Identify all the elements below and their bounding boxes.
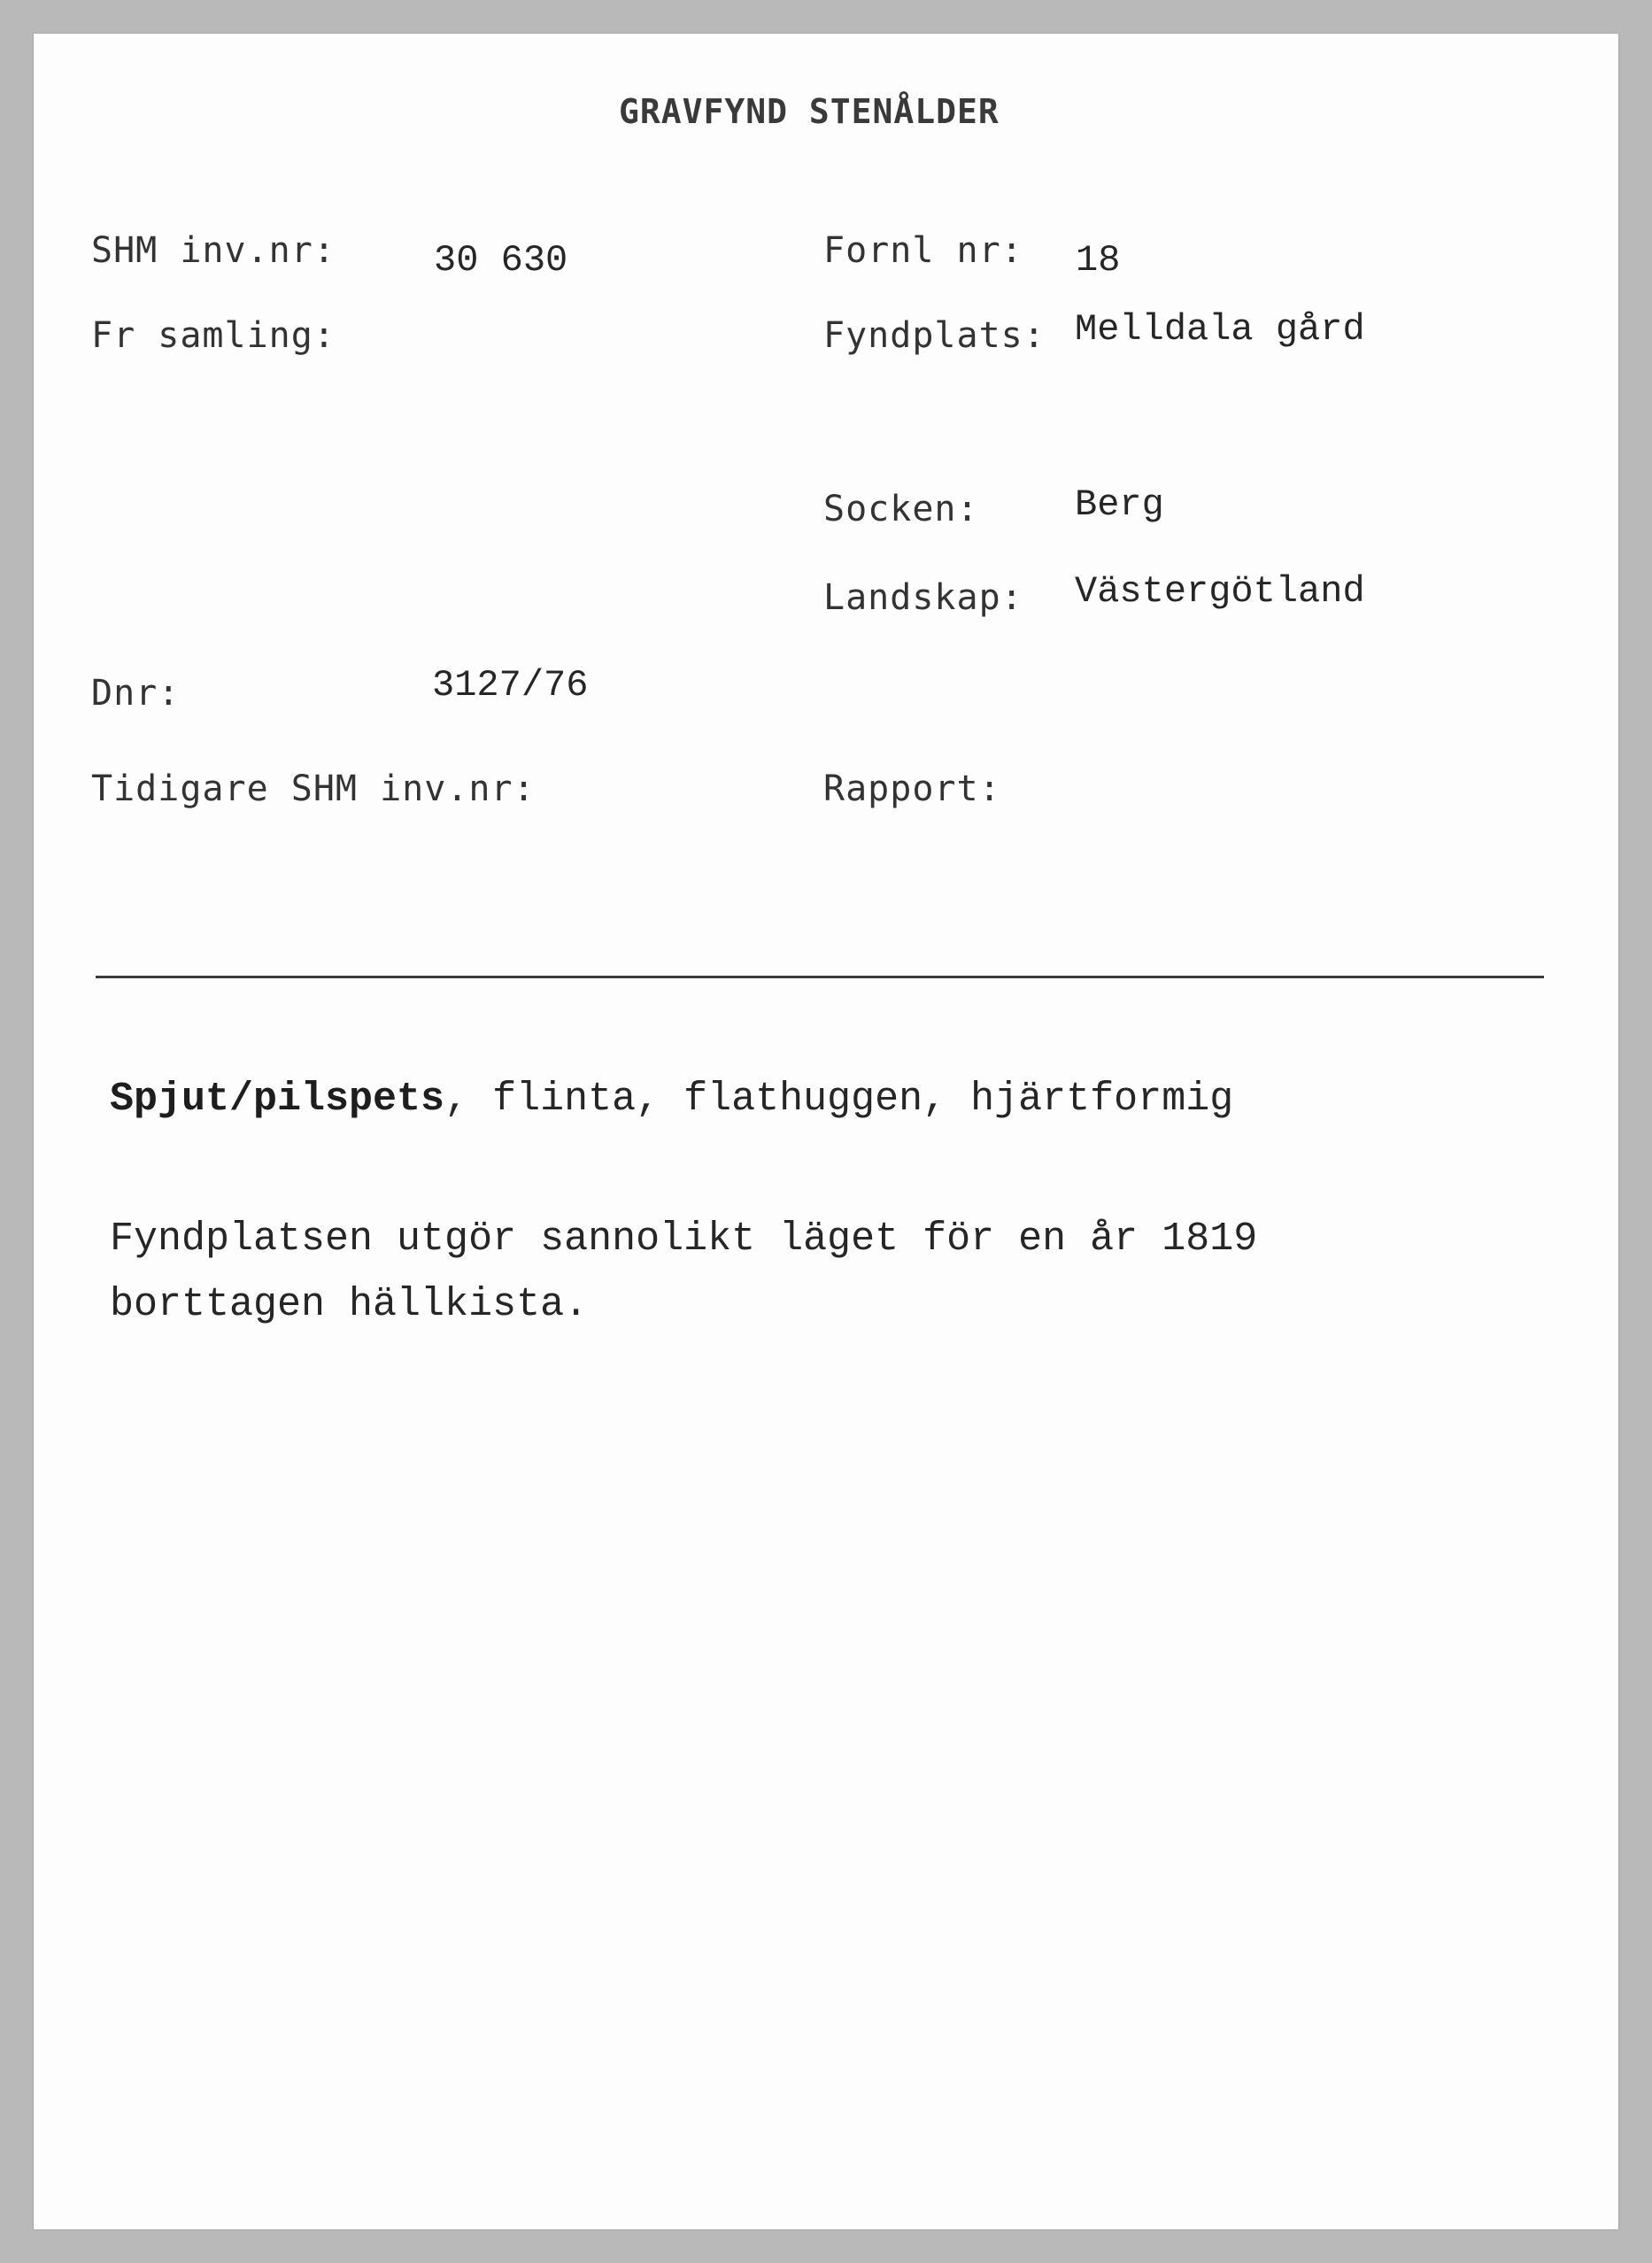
find-note-line-2: borttagen hällkista. [110,1282,589,1327]
dnr-value: 3127/76 [432,664,589,707]
fyndplats-label: Fyndplats: [823,315,1046,356]
landskap-value: Västergötland [1075,570,1365,613]
dnr-label: Dnr: [91,673,181,714]
section-divider [96,976,1544,978]
landskap-label: Landskap: [823,577,1023,618]
socken-label: Socken: [823,489,979,529]
find-note-line-1: Fyndplatsen utgör sannolikt läget för en år 1819 [110,1216,1258,1262]
object-description [110,1077,1233,1122]
shm-inv-nr-value: 30 630 [434,239,568,282]
fornl-nr-label: Fornl nr: [823,230,1023,271]
tidigare-shm-inv-nr-label: Tidigare SHM inv.nr: [91,768,536,809]
fornl-nr-value: 18 [1076,239,1121,282]
object-details: , flinta, flathuggen, hjärtformig [444,1077,1234,1122]
object-name: Spjut/pilspets [110,1077,445,1122]
rapport-label: Rapport: [823,768,1001,809]
shm-inv-nr-label: SHM inv.nr: [91,230,336,271]
socken-value: Berg [1075,483,1164,526]
catalog-card [34,34,1618,2229]
fr-samling-label: Fr samling: [91,315,336,356]
fyndplats-value: Melldala gård [1075,308,1365,351]
card-title: GRAVFYND STENÅLDER [619,92,1000,131]
